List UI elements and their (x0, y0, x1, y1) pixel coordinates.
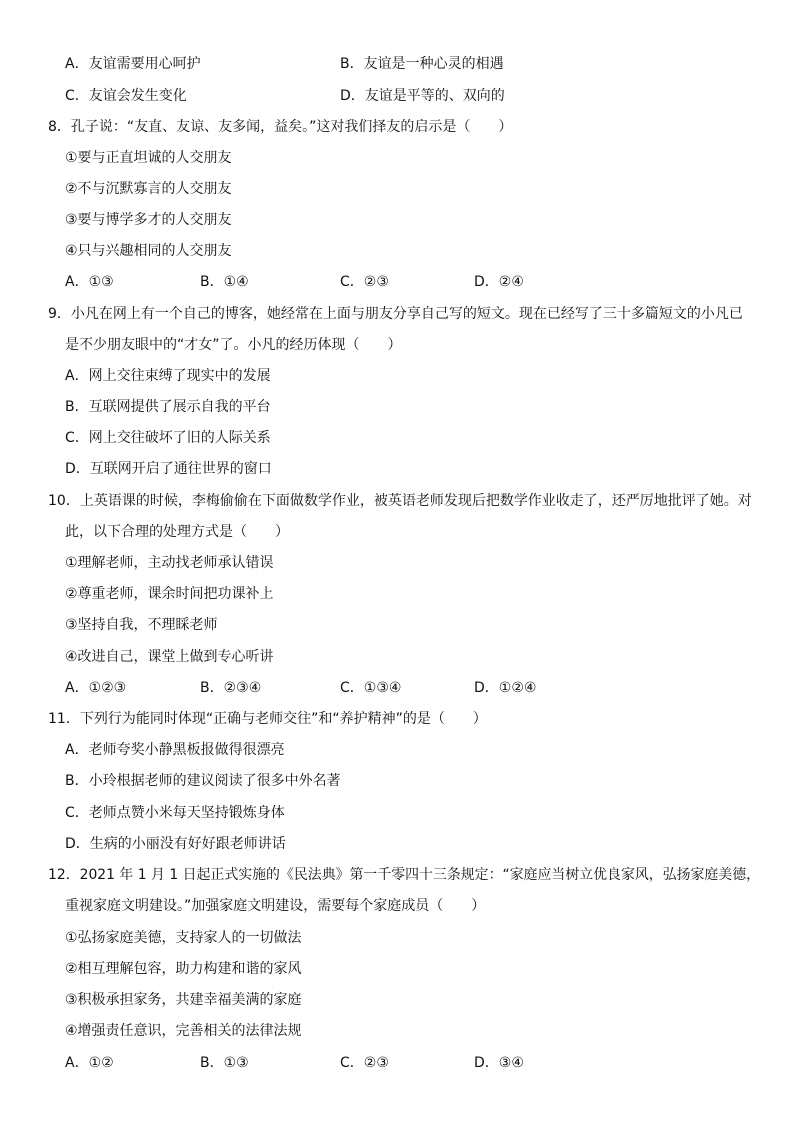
option-c: C．②③ (340, 1055, 389, 1071)
option-text: C．老师点赞小米每天坚持锻炼身体 (65, 805, 285, 821)
stem-text: 重视家庭文明建设。”加强家庭文明建设，需要每个家庭成员（ ） (65, 898, 486, 914)
option-b: B．①④ (200, 274, 249, 290)
statement-text: ④改进自己，课堂上做到专心听讲 (65, 649, 274, 665)
option-a: A．①② (65, 1055, 114, 1071)
option-b: B．友谊是一种心灵的相遇 (340, 56, 504, 72)
option-d: D．②④ (474, 274, 524, 290)
stem-text: 12．2021 年 1 月 1 日起正式实施的《民法典》第一千零四十三条规定：“家庭应当树立优良家风，弘扬家庭美德， (48, 867, 761, 883)
option-text: B．小玲根据老师的建议阅读了很多中外名著 (65, 773, 341, 789)
statement-text: ③坚持自我，不理睬老师 (65, 617, 218, 633)
statement-text: ②相互理解包容，助力构建和谐的家风 (65, 961, 302, 977)
option-c: C．②③ (340, 274, 389, 290)
option-text: D．生病的小丽没有好好跟老师讲话 (65, 836, 286, 852)
statement-text: ③要与博学多才的人交朋友 (65, 212, 232, 228)
option-c: C．①③④ (340, 680, 402, 696)
option-b: B．②③④ (200, 680, 262, 696)
option-b: B．①③ (200, 1055, 249, 1071)
option-a: A．友谊需要用心呵护 (65, 56, 201, 72)
option-a: A．①②③ (65, 680, 127, 696)
option-a: A．①③ (65, 274, 114, 290)
stem-text: 此，以下合理的处理方式是（ ） (65, 524, 289, 540)
option-text: A．老师夸奖小静黑板报做得很漂亮 (65, 742, 285, 758)
option-d: D．友谊是平等的、双向的 (340, 88, 505, 104)
option-text: D．互联网开启了通往世界的窗口 (65, 461, 272, 477)
statement-text: ①理解老师，主动找老师承认错误 (65, 555, 274, 571)
statement-text: ②不与沉默寡言的人交朋友 (65, 181, 232, 197)
option-text: B．互联网提供了展示自我的平台 (65, 399, 271, 415)
option-text: C．网上交往破坏了旧的人际关系 (65, 430, 271, 446)
stem-text: 9．小凡在网上有一个自己的博客，她经常在上面与朋友分享自己写的短文。现在已经写了三十多篇短文的小凡已 (48, 306, 743, 322)
stem-text: 10．上英语课的时候，李梅偷偷在下面做数学作业，被英语老师发现后把数学作业收走了，还严厉地批评了她。对 (48, 493, 752, 509)
option-text: A．网上交往束缚了现实中的发展 (65, 368, 271, 384)
stem-text: 是不少朋友眼中的“才女”了。小凡的经历体现（ ） (65, 337, 402, 353)
option-d: D．③④ (474, 1055, 524, 1071)
statement-text: ④增强责任意识，完善相关的法律法规 (65, 1023, 302, 1039)
option-c: C．友谊会发生变化 (65, 88, 187, 104)
statement-text: ②尊重老师，课余时间把功课补上 (65, 586, 274, 602)
statement-text: ③积极承担家务，共建幸福美满的家庭 (65, 992, 302, 1008)
stem-text: 11．下列行为能同时体现“正确与老师交往”和“养护精神”的是（ ） (48, 711, 487, 727)
q8-stem-text: 8．孔子说：“友直、友谅、友多闻，益矣。”这对我们择友的启示是（ ） (48, 119, 513, 135)
statement-text: ①要与正直坦诚的人交朋友 (65, 150, 232, 166)
option-d: D．①②④ (474, 680, 537, 696)
statement-text: ④只与兴趣相同的人交朋友 (65, 243, 232, 259)
statement-text: ①弘扬家庭美德，支持家人的一切做法 (65, 930, 302, 946)
